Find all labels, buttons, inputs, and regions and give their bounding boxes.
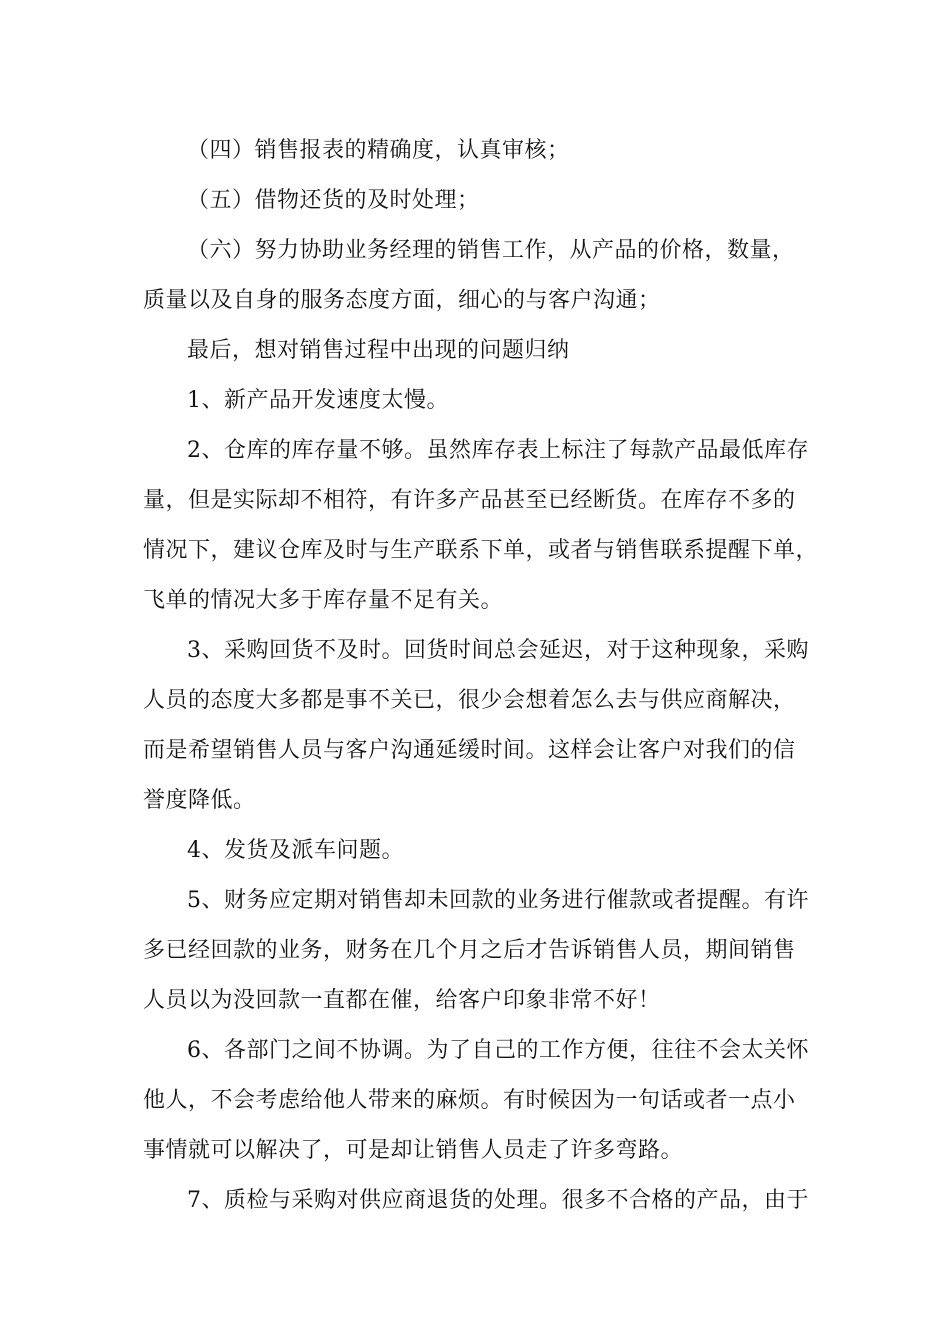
text-line: 他人，不会考虑给他人带来的麻烦。有时候因为一句话或者一点小 (143, 1088, 796, 1113)
paragraph-issue-2 (143, 426, 819, 626)
text-line: 4、发货及派车问题。 (187, 838, 404, 863)
text-line: 量，但是实际却不相符，有许多产品甚至已经断货。在库存不多的 (143, 488, 796, 513)
text-line: 人员以为没回款一直都在催，给客户印象非常不好！ (143, 988, 661, 1013)
paragraph-issue-5 (143, 876, 819, 1026)
text-line: （六）努力协助业务经理的销售工作，从产品的价格，数量， (187, 238, 795, 263)
text-line: 多已经回款的业务，财务在几个月之后才告诉销售人员，期间销售 (143, 938, 796, 963)
text-line: 质量以及自身的服务态度方面，细心的与客户沟通； (143, 288, 661, 313)
text-line: 情况下，建议仓库及时与生产联系下单，或者与销售联系提醒下单， (143, 538, 819, 563)
text-line: 5、财务应定期对销售却未回款的业务进行催款或者提醒。有许 (187, 888, 809, 913)
text-line: 最后，想对销售过程中出现的问题归纳 (187, 338, 570, 363)
paragraph-issue-3 (143, 626, 819, 826)
text-line: 人员的态度大多都是事不关已，很少会想着怎么去与供应商解决， (143, 688, 796, 713)
text-line: 而是希望销售人员与客户沟通延缓时间。这样会让客户对我们的信 (143, 738, 796, 763)
text-line: 飞单的情况大多于库存量不足有关。 (143, 588, 504, 613)
text-line: 7、质检与采购对供应商退货的处理。很多不合格的产品，由于 (187, 1188, 809, 1213)
text-line: （四）销售报表的精确度，认真审核； (187, 138, 570, 163)
text-line: 3、采购回货不及时。回货时间总会延迟，对于这种现象，采购 (187, 638, 809, 663)
text-line: 事情就可以解决了，可是却让销售人员走了许多弯路。 (143, 1138, 684, 1163)
text-line: 6、各部门之间不协调。为了自己的工作方便，往往不会太关怀 (187, 1038, 809, 1063)
paragraph-issue-1 (143, 376, 819, 426)
text-line: 1、新产品开发速度太慢。 (187, 388, 449, 413)
text-line: 2、仓库的库存量不够。虽然库存表上标注了每款产品最低库存 (187, 438, 809, 463)
paragraph-summary-intro (143, 326, 819, 376)
paragraph-issue-7 (143, 1176, 819, 1226)
text-line: （五）借物还货的及时处理； (187, 188, 480, 213)
paragraph-6-assist-manager (143, 226, 819, 326)
paragraph-4-sales-report (143, 126, 819, 176)
paragraph-5-borrow-return (143, 176, 819, 226)
text-line: 誉度降低。 (143, 788, 256, 813)
document-page (143, 126, 819, 1226)
paragraph-issue-4 (143, 826, 819, 876)
paragraph-issue-6 (143, 1026, 819, 1176)
